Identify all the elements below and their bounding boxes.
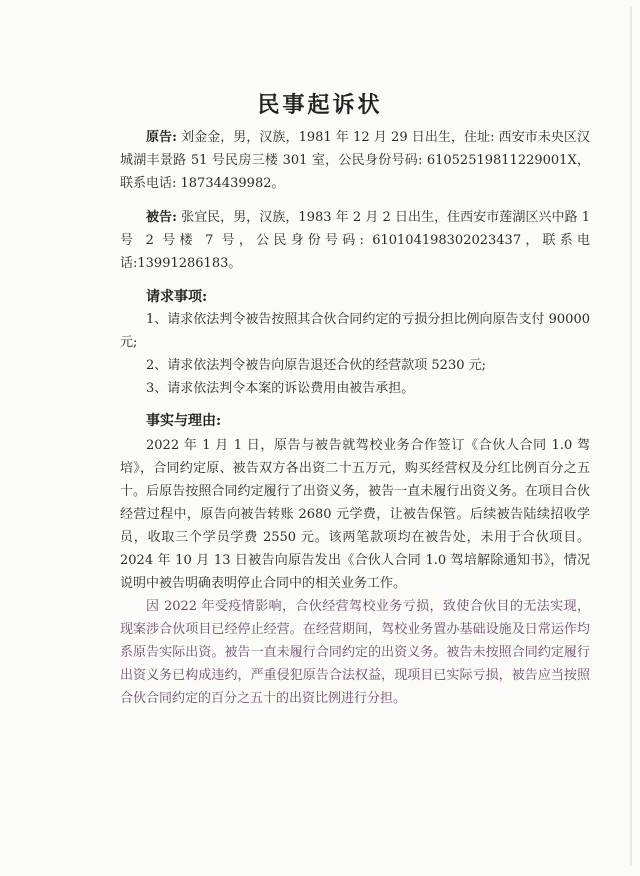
defendant-text: 张宜民，男，汉族，1983 年 2 月 2 日出生，住西安市莲湖区兴中路 1 号 2 号楼 7 号，公民身份号码: 610104198302023437，联系电话:13991286183。	[120, 210, 590, 271]
plaintiff-label: 原告:	[146, 130, 177, 145]
claim-item: 3、请求依法判令本案的诉讼费用由被告承担。	[146, 381, 415, 396]
facts-heading: 事实与理由:	[146, 413, 222, 429]
plaintiff-text: 刘金金，男，汉族，1981 年 12 月 29 日出生，住址: 西安市未央区汉城湖丰景路 51 号民房三楼 301 室，公民身份号码: 61052519811229001X，联系电话: 18734439982。	[120, 130, 590, 191]
facts-body	[120, 434, 590, 710]
document-title: 民事起诉状	[257, 92, 383, 118]
facts-paragraph: 2022 年 1 月 1 日，原告与被告就驾校业务合作签订《合伙人合同 1.0 驾培》，合同约定原、被告双方各出资二十五万元，购买经营权及分红比例百分之五十。后原告按照合同约定履行了出资义务，被告一直未履行出资义务。在项目合伙经营过程中，原告向被告转账 2680 元学费，让被告保管。后续被告陆续招收学员，收取三个学员学费 2550 元。该两笔款项均在被告处，未用于合伙项目。2024 年 10 月 13 日被告向原告发出《合伙人合同 1.0 驾培解除通知书》，情况说明中被告明确表明停止合同中的相关业务工作。	[120, 438, 590, 591]
claims-list	[120, 308, 590, 400]
claim-item: 2、请求依法判令被告向原告退还合伙的经营款项 5230 元;	[146, 358, 486, 373]
claims-heading: 请求事项:	[146, 289, 208, 305]
claim-item: 1、请求依法判令被告按照其合伙合同约定的亏损分担比例向原告支付 90000 元;	[120, 312, 590, 350]
defendant-section	[120, 206, 590, 275]
page-edge-shadow	[630, 6, 632, 866]
facts-paragraph: 因 2022 年受疫情影响，合伙经营驾校业务亏损，致使合伙目的无法实现，现案涉合伙项目已经停止经营。在经营期间，驾校业务置办基础设施及日常运作均系原告实际出资。被告一直未履行合同约定的出资义务。被告未按照合同约定履行出资义务已构成违约，严重侵犯原告合法权益，现项目已实际亏损，被告应当按照合伙合同约定的百分之五十的出资比例进行分担。	[120, 599, 590, 706]
defendant-label: 被告:	[146, 210, 177, 225]
plaintiff-section	[120, 126, 590, 195]
